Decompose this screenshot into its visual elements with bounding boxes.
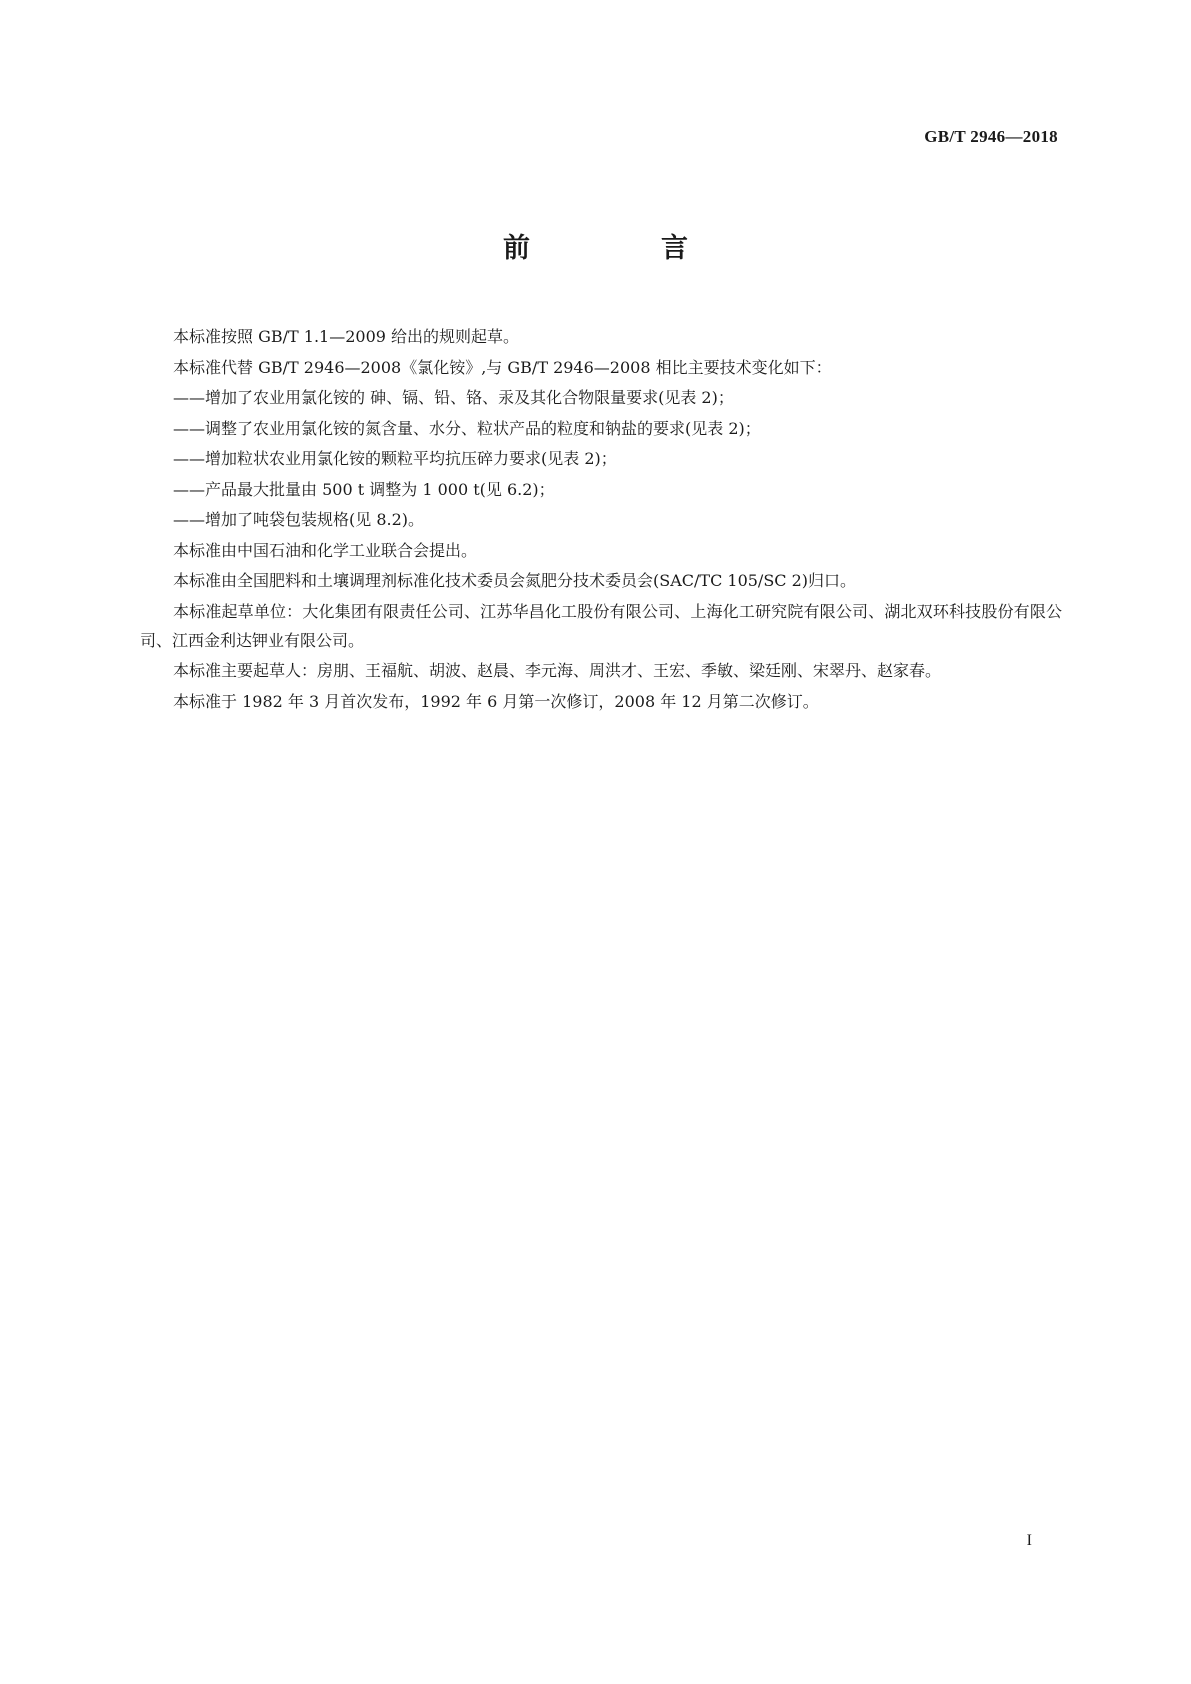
change-item: ——增加粒状农业用氯化铵的颗粒平均抗压碎力要求(见表 2)； bbox=[173, 449, 617, 468]
change-item: ——产品最大批量由 500 t 调整为 1 000 t(见 6.2)； bbox=[173, 479, 555, 499]
change-item: ——增加了吨袋包装规格(见 8.2)。 bbox=[173, 510, 425, 529]
paragraph-proposer: 本标准由中国石油和化学工业联合会提出。 bbox=[173, 540, 478, 560]
paragraph-history: 本标准于 1982 年 3 月首次发布，1992 年 6 月第一次修订，2008 年 12 月第二次修订。 bbox=[173, 691, 819, 711]
paragraph-administrator: 本标准由全国肥料和土壤调理剂标准化技术委员会氮肥分技术委员会(SAC/TC 105/SC 2)归口。 bbox=[173, 571, 857, 590]
page-title: 前 言 bbox=[503, 233, 740, 264]
change-item: ——增加了农业用氯化铵的 砷、镉、铅、铬、汞及其化合物限量要求(见表 2)； bbox=[173, 388, 734, 407]
standard-code: GB/T 2946—2018 bbox=[924, 127, 1058, 146]
page-number: I bbox=[1026, 1532, 1032, 1549]
paragraph-drafters: 本标准主要起草人：房朋、王福航、胡波、赵晨、李元海、周洪才、王宏、季敏、梁廷刚、宋翠丹、赵家春。 bbox=[173, 661, 942, 680]
change-item: ——调整了农业用氯化铵的氮含量、水分、粒状产品的粒度和钠盐的要求(见表 2)； bbox=[173, 418, 761, 438]
foreword-body bbox=[140, 322, 1062, 717]
paragraph-replacement: 本标准代替 GB/T 2946—2008《氯化铵》,与 GB/T 2946—2008 相比主要技术变化如下： bbox=[173, 357, 832, 377]
paragraph-drafting-rules: 本标准按照 GB/T 1.1—2009 给出的规则起草。 bbox=[173, 327, 520, 346]
paragraph-drafting-units: 本标准起草单位：大化集团有限责任公司、江苏华昌化工股份有限公司、上海化工研究院有限公司、湖北双环科技股份有限公司、江西金利达钾业有限公司。 bbox=[140, 601, 1062, 650]
